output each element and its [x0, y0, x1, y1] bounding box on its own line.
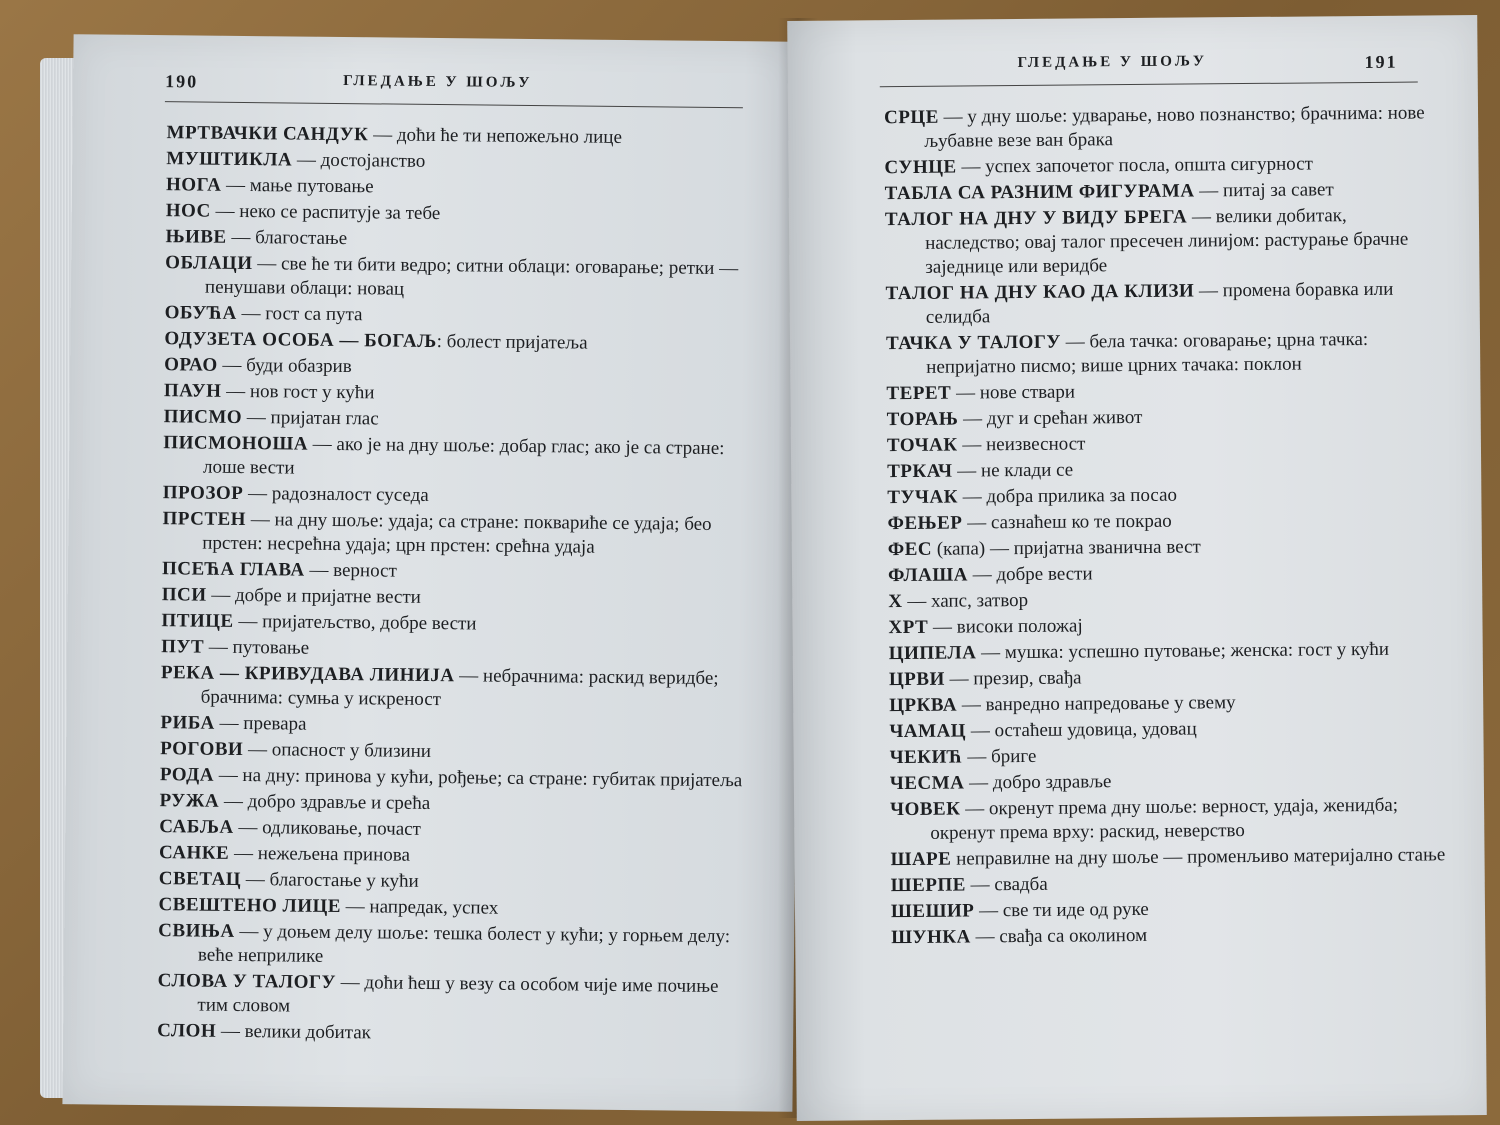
entry-headword: ПТИЦЕ — [161, 610, 234, 632]
entry-headword: ТЕРЕТ — [886, 382, 952, 405]
dictionary-entry — [891, 921, 1451, 950]
entry-meaning: — путовање — [204, 636, 310, 659]
entry-headword: ПИСМОНОША — [163, 432, 309, 455]
entry-meaning: — буди обазрив — [217, 354, 352, 378]
entry-headword: ТАБЛА СА РАЗНИМ ФИГУРАМА — [884, 180, 1195, 205]
entry-headword: ШЕШИР — [890, 900, 975, 923]
entry-meaning: — нов гост у кући — [221, 380, 375, 404]
dictionary-entry — [166, 121, 756, 151]
entry-headword: ШЕРПЕ — [890, 874, 966, 897]
entry-meaning: — презир, свађа — [944, 667, 1082, 690]
dictionary-entry — [890, 793, 1450, 846]
dictionary-entry — [163, 481, 753, 511]
entry-meaning: — велики добитак — [216, 1020, 372, 1044]
entry-meaning: — остаћеш удовица, удовац — [965, 718, 1197, 742]
entry-meaning: — бриге — [962, 745, 1037, 768]
entry-meaning: — радозналост суседа — [243, 483, 429, 506]
entry-headword: Х — [888, 591, 903, 613]
entry-headword: ЊИВЕ — [165, 226, 227, 248]
entry-meaning: — ако је на дну шоље: добар глас; ако је са стране: лоше вести — [202, 433, 725, 479]
dictionary-entry — [161, 609, 751, 639]
entry-meaning: — дуг и срећан живот — [958, 406, 1143, 430]
entry-meaning: — добре вести — [967, 563, 1093, 586]
entry-meaning: неправилне на дну шоље — променљиво материјално стање — [951, 844, 1446, 870]
entry-headword: СВЕТАЦ — [158, 868, 242, 891]
entry-headword: ПРСТЕН — [162, 508, 247, 531]
dictionary-entry — [157, 1019, 747, 1049]
dictionary-entry — [164, 327, 754, 357]
entry-meaning: — свађа са околином — [970, 924, 1148, 948]
entry-headword: МУШТИКЛА — [166, 148, 293, 171]
entry-headword: ЧАМАЦ — [889, 720, 967, 743]
dictionary-entry — [888, 507, 1448, 536]
entry-headword: ТУЧАК — [887, 486, 959, 509]
entry-headword: ТОРАЊ — [886, 408, 959, 431]
entry-meaning: — мушка: успешно путовање; женска: гост у кући — [976, 638, 1390, 664]
open-book — [40, 18, 1500, 1118]
entry-headword: САНКЕ — [158, 842, 230, 864]
entry-headword: СВИЊА — [158, 920, 235, 942]
entry-headword: ПУТ — [161, 636, 205, 658]
dictionary-entry — [889, 637, 1449, 666]
entry-meaning: — промена боравка или селидба — [925, 278, 1394, 328]
entry-meaning: — нежељена принова — [229, 842, 411, 866]
dictionary-entry — [887, 481, 1447, 510]
dictionary-entry — [165, 251, 755, 305]
entry-meaning: : болест пријатеља — [436, 331, 588, 354]
dictionary-entry — [160, 711, 750, 741]
entry-headword: ПАУН — [163, 380, 222, 402]
dictionary-entry — [888, 585, 1448, 614]
entry-meaning: — благостање у кући — [240, 869, 419, 892]
dictionary-entry — [159, 867, 749, 897]
right-running-head — [788, 51, 1478, 81]
entry-headword: НОГА — [165, 174, 222, 196]
entry-meaning: — не клади се — [952, 459, 1074, 482]
entry-headword: ПРОЗОР — [162, 482, 244, 505]
entry-meaning: — све ти иде од руке — [974, 898, 1149, 922]
dictionary-entry — [162, 507, 752, 561]
entry-headword: ФЕС — [887, 538, 933, 561]
dictionary-entry — [158, 893, 748, 923]
dictionary-entry — [166, 199, 756, 229]
entry-headword: ШУНКА — [891, 926, 971, 949]
entry-headword: ТАЛОГ НА ДНУ КАО ДА КЛИЗИ — [885, 280, 1195, 305]
dictionary-entry — [889, 689, 1449, 718]
entry-meaning: — у доњем делу шоље: тешка болест у кући; у горњем делу: веће неприлике — [197, 920, 731, 967]
dictionary-entry — [888, 559, 1448, 588]
entry-headword: РЕКА — КРИВУДАВА ЛИНИЈА — [160, 662, 455, 687]
entry-meaning: — доћи ће ти непожељно лице — [368, 124, 623, 148]
entry-meaning: — ванредно напредовање у свему — [956, 692, 1236, 716]
dictionary-entry — [159, 815, 749, 845]
entry-headword: ЧОВЕК — [890, 798, 961, 821]
entry-headword: СРЦЕ — [883, 106, 939, 129]
dictionary-entry — [161, 635, 751, 665]
entry-meaning: — опасност у близини — [243, 739, 432, 762]
dictionary-entry — [885, 277, 1445, 330]
entry-meaning: — напредак, успех — [340, 896, 499, 919]
entry-meaning: — превара — [214, 712, 307, 735]
left-running-title: ГЛЕДАЊЕ У ШОЉУ — [343, 73, 533, 92]
entry-meaning: — достојанство — [292, 149, 426, 172]
dictionary-entry — [159, 789, 749, 819]
entry-meaning: — гост са пута — [236, 302, 363, 326]
entry-meaning: — бела тачка: оговарање; црна тачка: непријатно писмо; више црних тачака: поклон — [926, 328, 1369, 378]
entry-headword: МРТВАЧКИ САНДУК — [166, 122, 369, 146]
entry-meaning: — свадба — [965, 873, 1048, 896]
entry-meaning: — одликовање, почаст — [233, 816, 422, 840]
entry-headword: ЧЕКИЋ — [889, 746, 963, 769]
entry-meaning: — питај за савет — [1194, 179, 1334, 202]
entry-meaning: — добро здравље — [964, 771, 1112, 794]
entry-headword: ТОЧАК — [886, 434, 958, 457]
entry-headword: РОДА — [159, 764, 215, 786]
dictionary-entry — [161, 661, 751, 715]
entry-meaning: — добра прилика за посао — [957, 484, 1178, 508]
entry-meaning: (капа) — пријатна званична вест — [931, 536, 1201, 560]
entry-meaning: — окренут према дну шоље: верност, удаја, женидба; окренут према врху: раскид, неверство — [930, 794, 1399, 844]
entry-headword: ОБУЋА — [164, 302, 237, 324]
entry-meaning: — благостање — [226, 226, 348, 250]
entry-meaning: — неизвесност — [957, 433, 1086, 456]
left-page — [62, 34, 803, 1112]
entry-headword: СЛОВА У ТАЛОГУ — [157, 970, 337, 994]
dictionary-entry — [886, 377, 1446, 406]
entry-headword: СВЕШТЕНО ЛИЦЕ — [158, 894, 342, 918]
dictionary-entry — [884, 101, 1444, 154]
dictionary-entry — [160, 763, 750, 793]
entry-meaning: — све ће ти бити ведро; ситни облаци: оговарање; ретки — пенушави облаци: новац — [204, 253, 739, 300]
dictionary-entry — [164, 353, 754, 383]
entry-meaning: — верност — [304, 559, 397, 582]
dictionary-entry — [158, 919, 748, 973]
dictionary-entry — [166, 147, 756, 177]
entry-meaning: — пријатељство, добре вести — [233, 610, 477, 635]
entry-headword: РИБА — [160, 712, 215, 734]
entry-headword: ОДУЗЕТА ОСОБА — БОГАЉ — [164, 328, 437, 353]
entry-headword: ТАЧКА У ТАЛОГУ — [885, 331, 1061, 355]
entry-headword: ТРКАЧ — [887, 460, 953, 483]
entry-meaning: — сазнаћеш ко те покрао — [962, 510, 1172, 534]
dictionary-entry — [163, 405, 753, 435]
entry-headword: СЛОН — [157, 1020, 217, 1042]
right-page — [787, 15, 1487, 1121]
left-running-head — [73, 70, 803, 102]
dictionary-entry — [890, 741, 1450, 770]
dictionary-entry — [157, 969, 747, 1023]
entry-headword: ЧЕСМА — [889, 772, 965, 795]
left-entry-list — [157, 121, 757, 1051]
right-header-rule — [880, 82, 1418, 88]
dictionary-entry — [888, 533, 1448, 562]
entry-meaning: — нове ствари — [951, 381, 1076, 404]
dictionary-entry — [891, 895, 1451, 924]
entry-headword: РУЖА — [159, 790, 220, 812]
dictionary-entry — [165, 225, 755, 255]
entry-headword: ФЛАША — [887, 564, 969, 587]
entry-meaning: — у дну шоље: удварање, ново познанство; брачнима: нове љубавне везе ван брака — [924, 102, 1425, 152]
dictionary-entry — [887, 429, 1447, 458]
dictionary-entry — [891, 869, 1451, 898]
entry-headword: ШАРЕ — [890, 848, 952, 871]
entry-headword: ТАЛОГ НА ДНУ У ВИДУ БРЕГА — [884, 206, 1188, 231]
dictionary-entry — [163, 431, 753, 485]
entry-headword: ПСЕЋА ГЛАВА — [161, 558, 305, 581]
dictionary-entry — [889, 715, 1449, 744]
entry-meaning: — на дну шоље: удаја; са стране: поквариће се удаја; бео прстен: несрећна удаја; црн прстен: срећна удаја — [202, 509, 712, 558]
entry-meaning: — високи положај — [928, 615, 1083, 638]
dictionary-entry — [885, 203, 1446, 280]
entry-headword: ОРАО — [164, 354, 218, 376]
dictionary-entry — [890, 843, 1450, 872]
entry-headword: ХРТ — [888, 616, 929, 639]
dictionary-entry — [166, 173, 756, 203]
entry-meaning: — на дну: принова у кући, рођење; са стране: губитак пријатеља — [213, 764, 743, 792]
entry-meaning: — небрачнима: раскид веридбе; брачнима: сумња у искреност — [200, 665, 719, 711]
dictionary-entry — [886, 327, 1446, 380]
entry-headword: ПИСМО — [163, 406, 243, 428]
dictionary-entry — [887, 455, 1447, 484]
left-header-rule — [165, 101, 743, 108]
dictionary-entry — [162, 557, 752, 587]
entry-headword: ЦИПЕЛА — [888, 642, 977, 665]
entry-meaning: — успех започетог посла, општа сигурност — [956, 153, 1313, 178]
dictionary-entry — [165, 301, 755, 331]
entry-headword: СУНЦЕ — [884, 156, 957, 179]
entry-headword: РОГОВИ — [160, 738, 244, 761]
entry-meaning: — хапс, затвор — [902, 589, 1029, 613]
entry-headword: ПСИ — [161, 584, 207, 606]
entry-headword: ФЕЊЕР — [887, 512, 963, 535]
entry-headword: ОБЛАЦИ — [165, 252, 253, 275]
entry-headword: ЦРВИ — [888, 668, 945, 691]
right-running-title: ГЛЕДАЊЕ У ШОЉУ — [1017, 53, 1208, 72]
right-entry-list — [884, 101, 1451, 952]
dictionary-entry — [888, 611, 1448, 640]
dictionary-entry — [160, 737, 750, 767]
entry-meaning: — мање путовање — [221, 174, 374, 198]
dictionary-entry — [884, 151, 1444, 180]
dictionary-entry — [889, 663, 1449, 692]
entry-meaning: — добро здравље и срећа — [219, 790, 431, 814]
left-page-number: 190 — [165, 71, 199, 92]
entry-meaning: — пријатан глас — [242, 406, 379, 430]
entry-meaning: — неко се распитује за тебе — [210, 200, 441, 225]
dictionary-entry — [164, 379, 754, 409]
entry-meaning: — доћи ћеш у везу са особом чије име почиње тим словом — [197, 972, 719, 1017]
entry-meaning: — добре и пријатне вести — [206, 584, 421, 608]
dictionary-entry — [159, 841, 749, 871]
dictionary-entry — [887, 403, 1447, 432]
right-page-number: 191 — [1364, 51, 1398, 72]
dictionary-entry — [885, 177, 1445, 206]
entry-headword: НОС — [165, 200, 211, 222]
entry-headword: САБЉА — [159, 816, 234, 838]
entry-headword: ЦРКВА — [889, 694, 958, 717]
entry-meaning: — велики добитак, наследство; овај талог пресечен линијом: растурање брачне заједнице или веридбе — [925, 205, 1409, 278]
dictionary-entry — [162, 583, 752, 613]
dictionary-entry — [890, 767, 1450, 796]
